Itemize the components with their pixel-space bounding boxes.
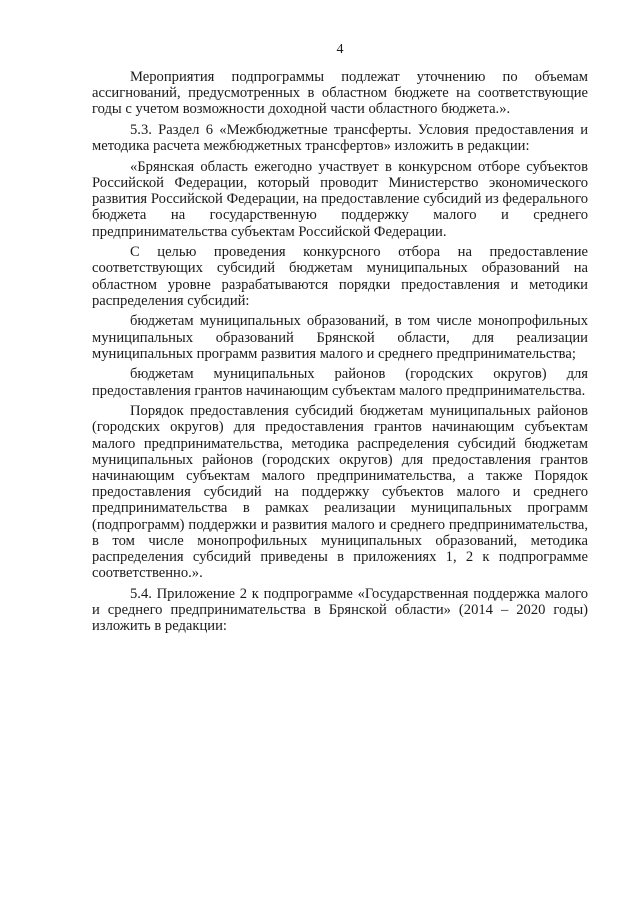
document-page bbox=[92, 42, 588, 634]
paragraph-bryansk-competition: «Брянская область ежегодно участвует в конкурсном отборе субъектов Российской Федерации, который проводит Министерство экономического развития Российской Федерации, на предоставление субсидий из федерального бюджета на государственную поддержку малого и среднего предпринимательства субъектам Российской Федерации. bbox=[92, 158, 588, 240]
paragraph-assignments-note: Мероприятия подпрограммы подлежат уточнению по объемам ассигнований, предусмотренных в областном бюджете на соответствующие годы с учетом возможности доходной части областного бюджета.». bbox=[92, 69, 588, 118]
paragraph-section-5-3: 5.3. Раздел 6 «Межбюджетные трансферты. Условия предоставления и методика расчета межбюджетных трансфертов» изложить в редакции: bbox=[92, 122, 588, 155]
paragraph-municipal-budgets: бюджетам муниципальных образований, в том числе монопрофильных муниципальных образований Брянской области, для реализации муниципальных программ развития малого и среднего предпринимательства; bbox=[92, 313, 588, 362]
paragraph-competition-purpose: С целью проведения конкурсного отбора на предоставление соответствующих субсидий бюджетам муниципальных образований на областном уровне разрабатываются порядки предоставления и методики распределения субсидий: bbox=[92, 244, 588, 309]
paragraph-procedure: Порядок предоставления субсидий бюджетам муниципальных районов (городских округов) для предоставления грантов начинающим субъектам малого предпринимательства, методика распределения субсидий бюджетам муниципальных районов (городских округов) для предоставления грантов начинающим субъектам малого предпринимательства, а также Порядок предоставления субсидий на поддержку субъектов малого и среднего предпринимательства в рамках реализации муниципальных программ (подпрограмм) поддержки и развития малого и среднего предпринимательства, в том числе монопрофильных муниципальных образований, методика распределения субсидий приведены в приложениях 1, 2 к подпрограмме соответственно.». bbox=[92, 403, 588, 582]
page-number: 4 bbox=[336, 42, 344, 57]
paragraph-section-5-4: 5.4. Приложение 2 к подпрограмме «Государственная поддержка малого и среднего предпринимательства в Брянской области» (2014 – 2020 годы) изложить в редакции: bbox=[92, 585, 588, 635]
paragraph-district-budgets: бюджетам муниципальных районов (городских округов) для предоставления грантов начинающим субъектам малого предпринимательства. bbox=[92, 366, 588, 399]
